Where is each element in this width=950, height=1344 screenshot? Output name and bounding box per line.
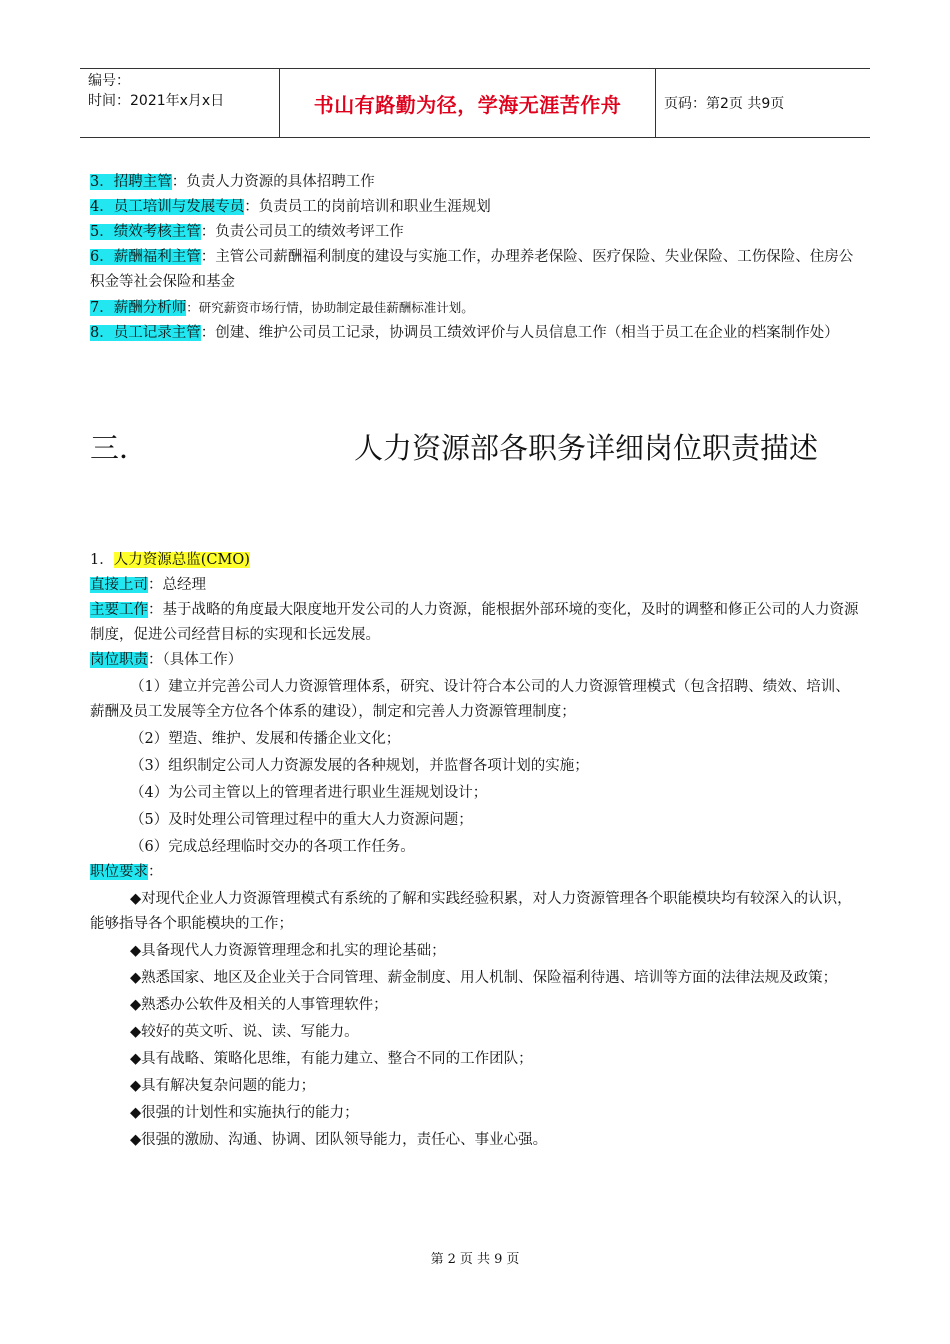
requirement-item: ◆熟悉办公软件及相关的人事管理软件； (130, 997, 388, 1013)
main-work-label: 主要工作 (90, 602, 148, 618)
duty-label: 岗位职责 (90, 652, 148, 668)
footer-suffix: 页 (506, 1252, 520, 1267)
footer-total-pages: 9 (494, 1252, 503, 1267)
list-item (90, 245, 860, 295)
number-label: 编号： (88, 73, 130, 89)
header-page-label: 页码：第2页 共9页 (664, 96, 785, 112)
heading-number: 三． (90, 431, 149, 465)
item-title: 6．薪酬福利主管 (90, 249, 201, 265)
requirement-item: ◆熟悉国家、地区及企业关于合同管理、薪金制度、用人机制、保险福利待遇、培训等方面的法律法规及政策； (130, 970, 838, 986)
item-text: ：创建、维护公司员工记录，协调员工绩效评价与人员信息工作（相当于员工在企业的档案制作处） (200, 325, 839, 341)
superior-row (90, 573, 860, 598)
item-text: ：研究薪资市场行情，协助制定最佳薪酬标准计划。 (186, 300, 474, 315)
job-title-row (90, 548, 860, 573)
job-index: 1． (90, 552, 114, 568)
requirement-value: ： (148, 864, 163, 880)
item-text: ：主管公司薪酬福利制度的建设与实施工作，办理养老保险、医疗保险、失业保险、工伤保险、住房公积金等社会保险和基金 (90, 249, 854, 290)
main-work-row (90, 598, 860, 648)
item-text: ：负责公司员工的绩效考评工作 (200, 224, 404, 240)
requirement-item: ◆较好的英文听、说、读、写能力。 (130, 1024, 359, 1040)
job-description (90, 548, 860, 1153)
time-label: 时间：2021年x月x日 (88, 93, 225, 109)
duty-item: （4）为公司主管以上的管理者进行职业生涯规划设计； (130, 785, 488, 801)
page-header (80, 68, 870, 138)
duty-row (90, 648, 860, 673)
superior-label: 直接上司 (90, 577, 148, 593)
job-title: 人力资源总监(CMO) (113, 552, 250, 568)
footer-mid: 页 共 (459, 1252, 491, 1267)
position-list (90, 170, 860, 346)
item-text: ：负责员工的岗前培训和职业生涯规划 (244, 199, 491, 215)
item-title: 4．员工培训与发展专员 (90, 199, 245, 215)
duty-item: （5）及时处理公司管理过程中的重大人力资源问题； (130, 812, 473, 828)
requirement-label: 职位要求 (90, 864, 148, 880)
duty-item: （1）建立并完善公司人力资源管理体系，研究、设计符合本公司的人力资源管理模式（包含招聘、绩效、培训、薪酬及员工发展等全方位各个体系的建设），制定和完善人力资源管理制度； (90, 679, 850, 720)
list-item (90, 170, 860, 195)
requirement-row (90, 860, 860, 885)
item-title: 3．招聘主管 (90, 174, 172, 190)
list-item (90, 220, 860, 245)
superior-value: ：总经理 (148, 577, 206, 593)
header-meta (80, 69, 280, 137)
header-motto: 书山有路勤为径，学海无涯苦作舟 (280, 69, 656, 137)
duty-item: （2）塑造、维护、发展和传播企业文化； (130, 731, 401, 747)
main-work-value: ：基于战略的角度最大限度地开发公司的人力资源，能根据外部环境的变化，及时的调整和修正公司的人力资源制度，促进公司经营目标的实现和长远发展。 (90, 602, 859, 643)
requirement-item: ◆很强的激励、沟通、协调、团队领导能力，责任心、事业心强。 (130, 1132, 548, 1148)
duty-value: ：（具体工作） (148, 652, 243, 668)
requirement-item: ◆对现代企业人力资源管理模式有系统的了解和实践经验积累，对人力资源管理各个职能模块均有较深入的认识，能够指导各个职能模块的工作； (90, 891, 852, 932)
item-title: 7．薪酬分析师 (90, 300, 187, 316)
page-footer (0, 1248, 950, 1267)
list-item (90, 195, 860, 220)
requirement-item: ◆很强的计划性和实施执行的能力； (130, 1105, 359, 1121)
requirement-item: ◆具备现代人力资源管理理念和扎实的理论基础； (130, 943, 446, 959)
item-text: ：负责人力资源的具体招聘工作 (171, 174, 375, 190)
heading-title: 人力资源部各职务详细岗位职责描述 (354, 431, 819, 465)
list-item (90, 321, 860, 346)
item-title: 8．员工记录主管 (90, 325, 201, 341)
requirement-item: ◆具有解决复杂问题的能力； (130, 1078, 316, 1094)
item-title: 5．绩效考核主管 (90, 224, 201, 240)
list-item (90, 295, 860, 321)
requirement-item: ◆具有战略、策略化思维，有能力建立、整合不同的工作团队； (130, 1051, 533, 1067)
section-heading (90, 428, 870, 468)
duty-item: （3）组织制定公司人力资源发展的各种规划，并监督各项计划的实施； (130, 758, 589, 774)
duty-item: （6）完成总经理临时交办的各项工作任务。 (130, 839, 415, 855)
footer-page-number: 2 (447, 1252, 456, 1267)
footer-prefix: 第 (430, 1252, 444, 1267)
